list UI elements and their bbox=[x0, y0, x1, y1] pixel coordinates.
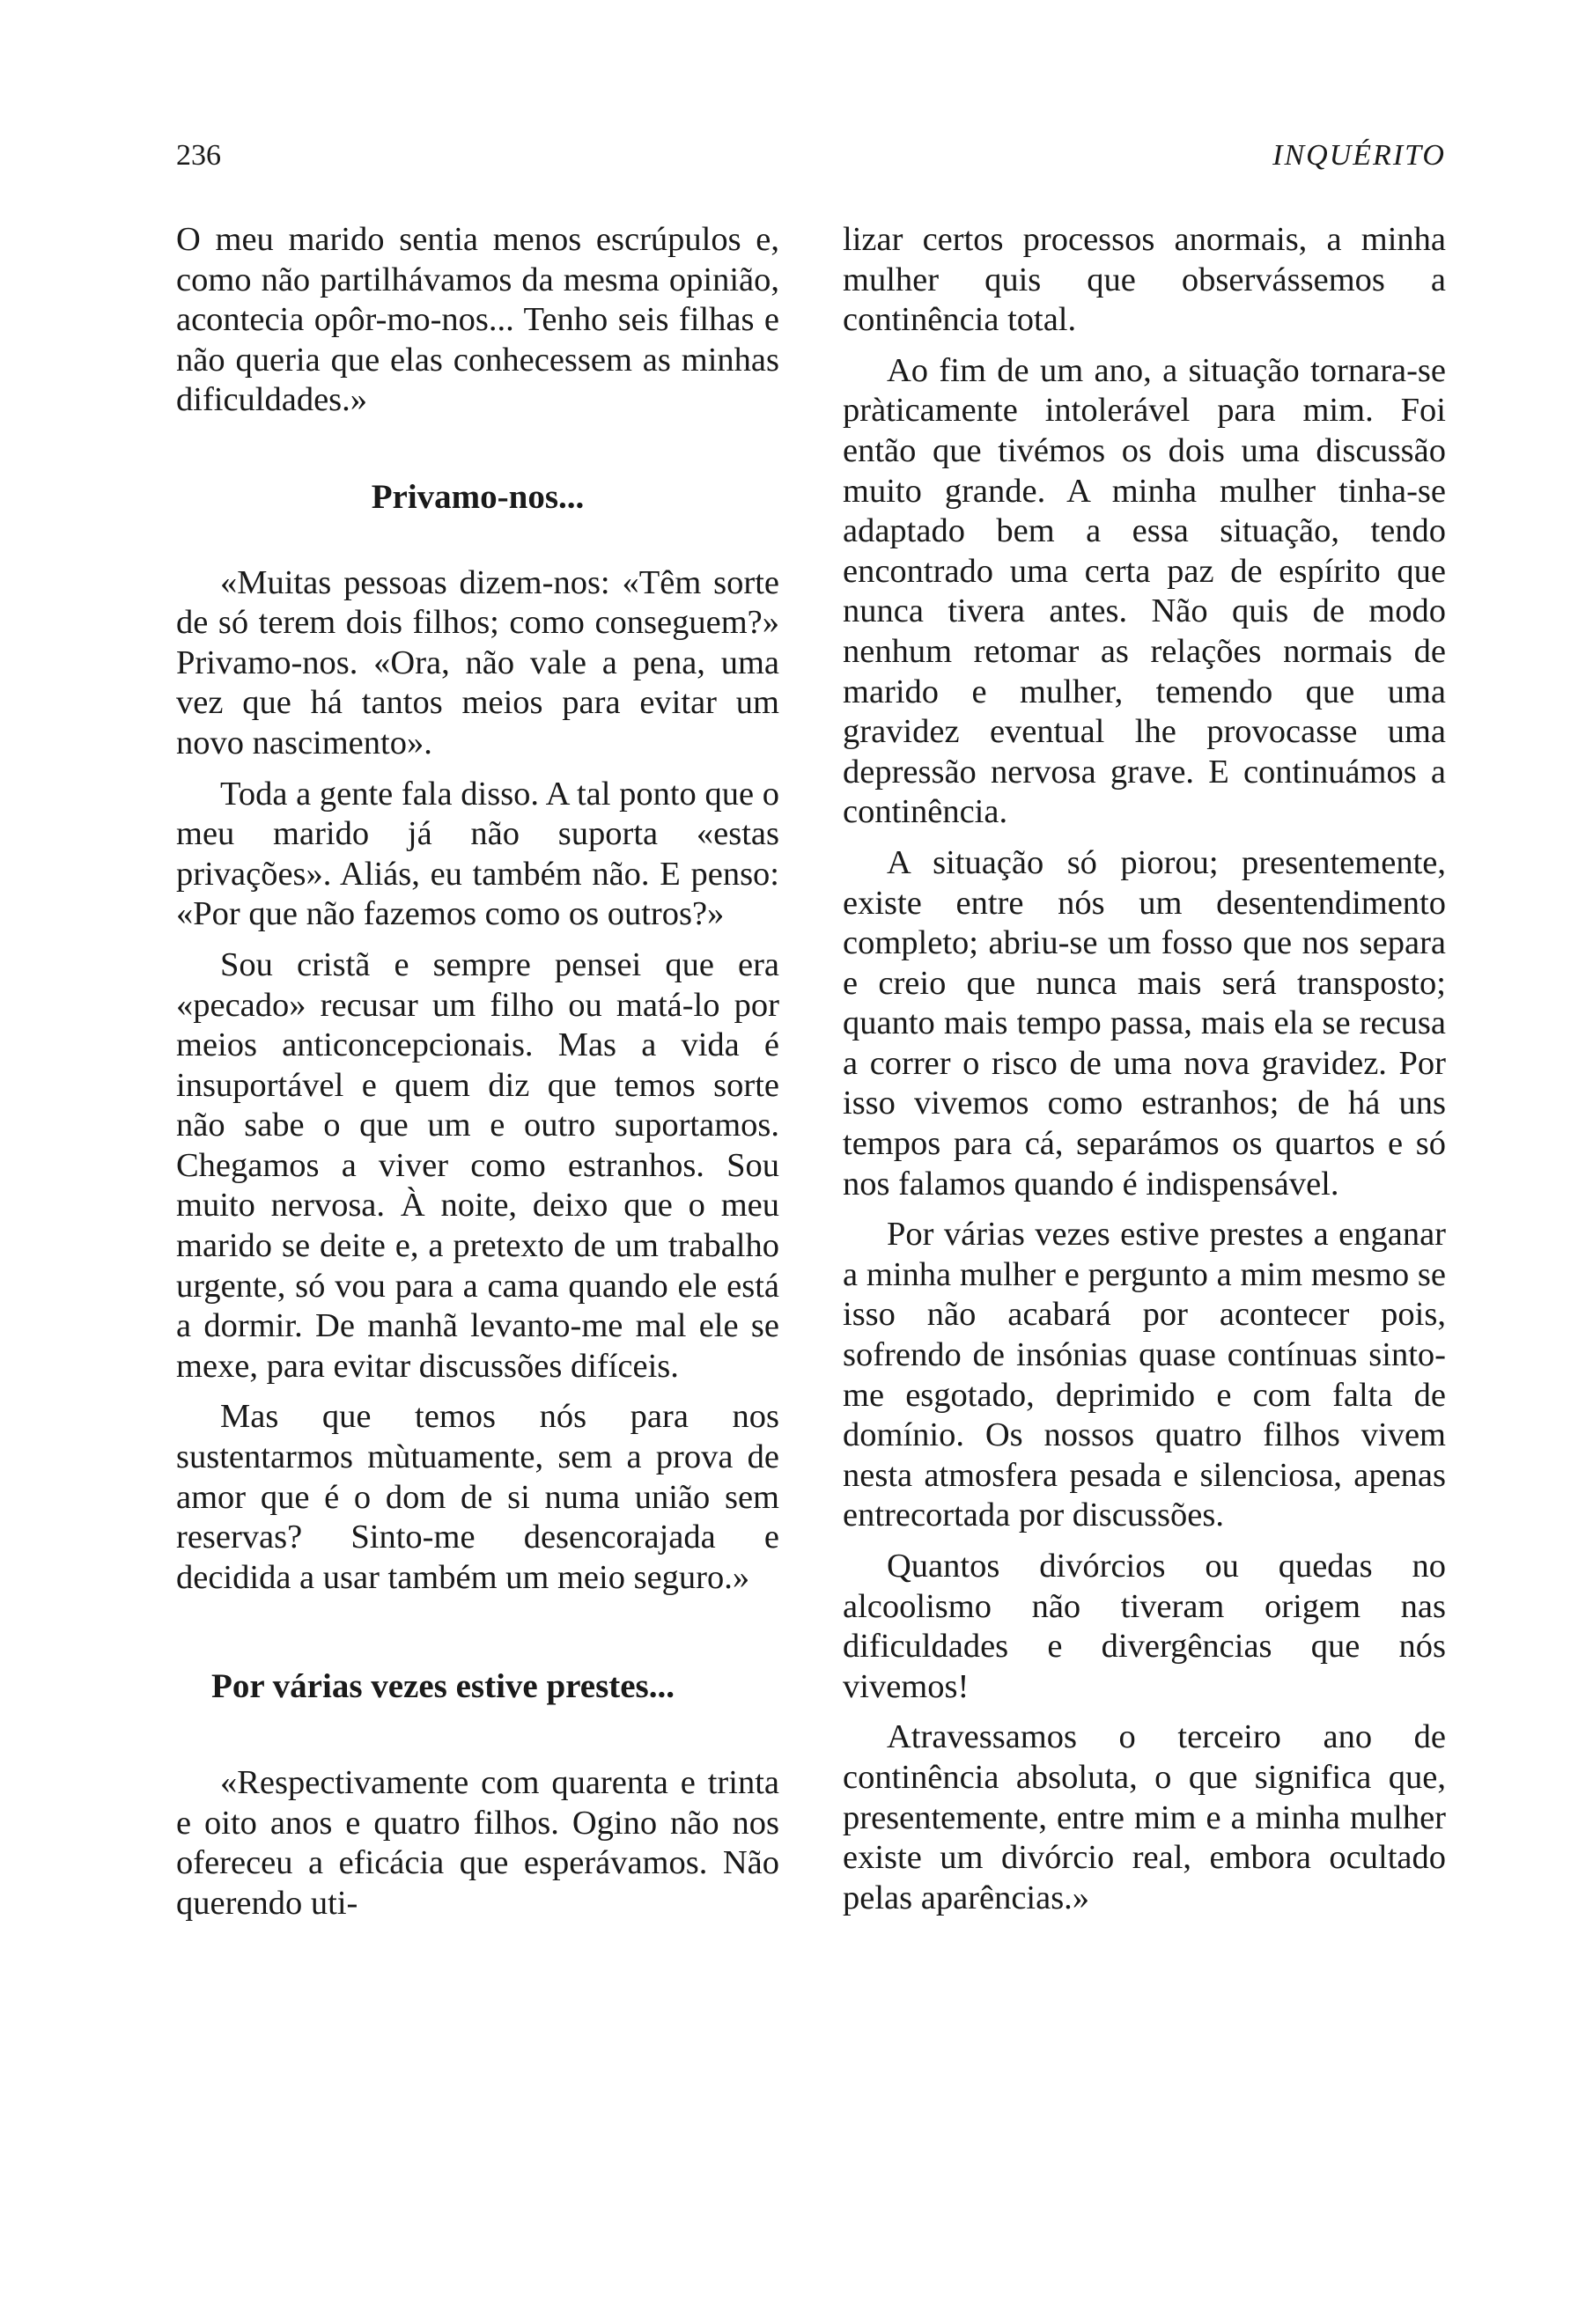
page-header bbox=[176, 139, 1446, 173]
paragraph: O meu marido sentia menos escrúpulos e, como não partilhávamos da mesma opinião, acontecia opôr-mo-nos... Tenho seis filhas e não queria que elas conhecessem as minhas dificuldades.» bbox=[176, 221, 779, 419]
left-column bbox=[176, 220, 779, 1923]
paragraph: Atravessamos o terceiro ano de continência absoluta, o que significa que, presentemente, entre mim e a minha mulher existe um divórcio real, embora ocultado pelas aparências.» bbox=[843, 1718, 1446, 1916]
paragraph: Quantos divórcios ou quedas no alcoolismo não tiveram origem nas dificuldades e divergências que nós vivemos! bbox=[843, 1548, 1446, 1705]
section-heading: Por várias vezes estive prestes... bbox=[211, 1667, 675, 1706]
paragraph: A situação só piorou; presentemente, existe entre nós um desentendimento completo; abriu-se um fosso que nos separa e creio que nunca mais será transposto; quanto mais tempo passa, mais ela se recusa a correr o risco de uma nova gravidez. Por isso vivemos como estranhos; de há uns tempos para cá, separámos os quartos e só nos falamos quando é indispensável. bbox=[843, 843, 1446, 1202]
paragraph: Mas que temos nós para nos sustentarmos mùtuamente, sem a prova de amor que é o dom de si numa união sem reservas? Sinto-me desencorajada e decidida a usar também um meio seguro.» bbox=[176, 1398, 779, 1596]
paragraph: Sou cristã e sempre pensei que era «pecado» recusar um filho ou matá-lo por meios anticoncepcionais. Mas a vida é insuportável e quem diz que temos sorte não sabe o que um e outro suportamos. Chegamos a viver como estranhos. Sou muito nervosa. À noite, deixo que o meu marido se deite e, a pretexto de um trabalho urgente, só vou para a cama quando ele está a dormir. De manhã levanto-me mal ele se mexe, para evitar discussões difíceis. bbox=[176, 945, 779, 1385]
paragraph: Por várias vezes estive prestes a enganar a minha mulher e pergunto a mim mesmo se isso não acabará por acontecer pois, sofrendo de insónias quase contínuas sinto-me esgotado, deprimido e com falta de domínio. Os nossos quatro filhos vivem nesta atmosfera pesada e silenciosa, apenas entrecortada por discussões. bbox=[843, 1216, 1446, 1534]
paragraph: «Muitas pessoas dizem-nos: «Têm sorte de só terem dois filhos; como conseguem?» Privamo-nos. «Ora, não vale a pena, uma vez que há tantos meios para evitar um novo nascimento». bbox=[176, 563, 779, 761]
paragraph: lizar certos processos anormais, a minha mulher quis que observássemos a continência total. bbox=[843, 221, 1446, 339]
paragraph: Ao fim de um ano, a situação tornara-se pràticamente intolerável para mim. Foi então que tivémos os dois uma discussão muito grande. A minha mulher tinha-se adaptado bem a essa situação, tendo encontrado uma certa paz de espírito que nunca tivera antes. Não quis de modo nenhum retomar as relações normais de marido e mulher, temendo que uma gravidez eventual lhe provocasse uma depressão nervosa grave. E continuámos a continência. bbox=[843, 351, 1446, 831]
paragraph: Toda a gente fala disso. A tal ponto que o meu marido já não suporta «estas privações». Aliás, eu também não. E penso: «Por que não fazemos como os outros?» bbox=[176, 775, 779, 933]
running-title: INQUÉRITO bbox=[1272, 139, 1446, 172]
section-heading: Privamo-nos... bbox=[371, 477, 585, 516]
page-number: 236 bbox=[176, 139, 221, 172]
paragraph: «Respectivamente com quarenta e trinta e oito anos e quatro filhos. Ogino não nos ofereceu a eficácia que esperávamos. Não querendo uti- bbox=[176, 1764, 779, 1922]
right-column bbox=[843, 220, 1446, 1918]
